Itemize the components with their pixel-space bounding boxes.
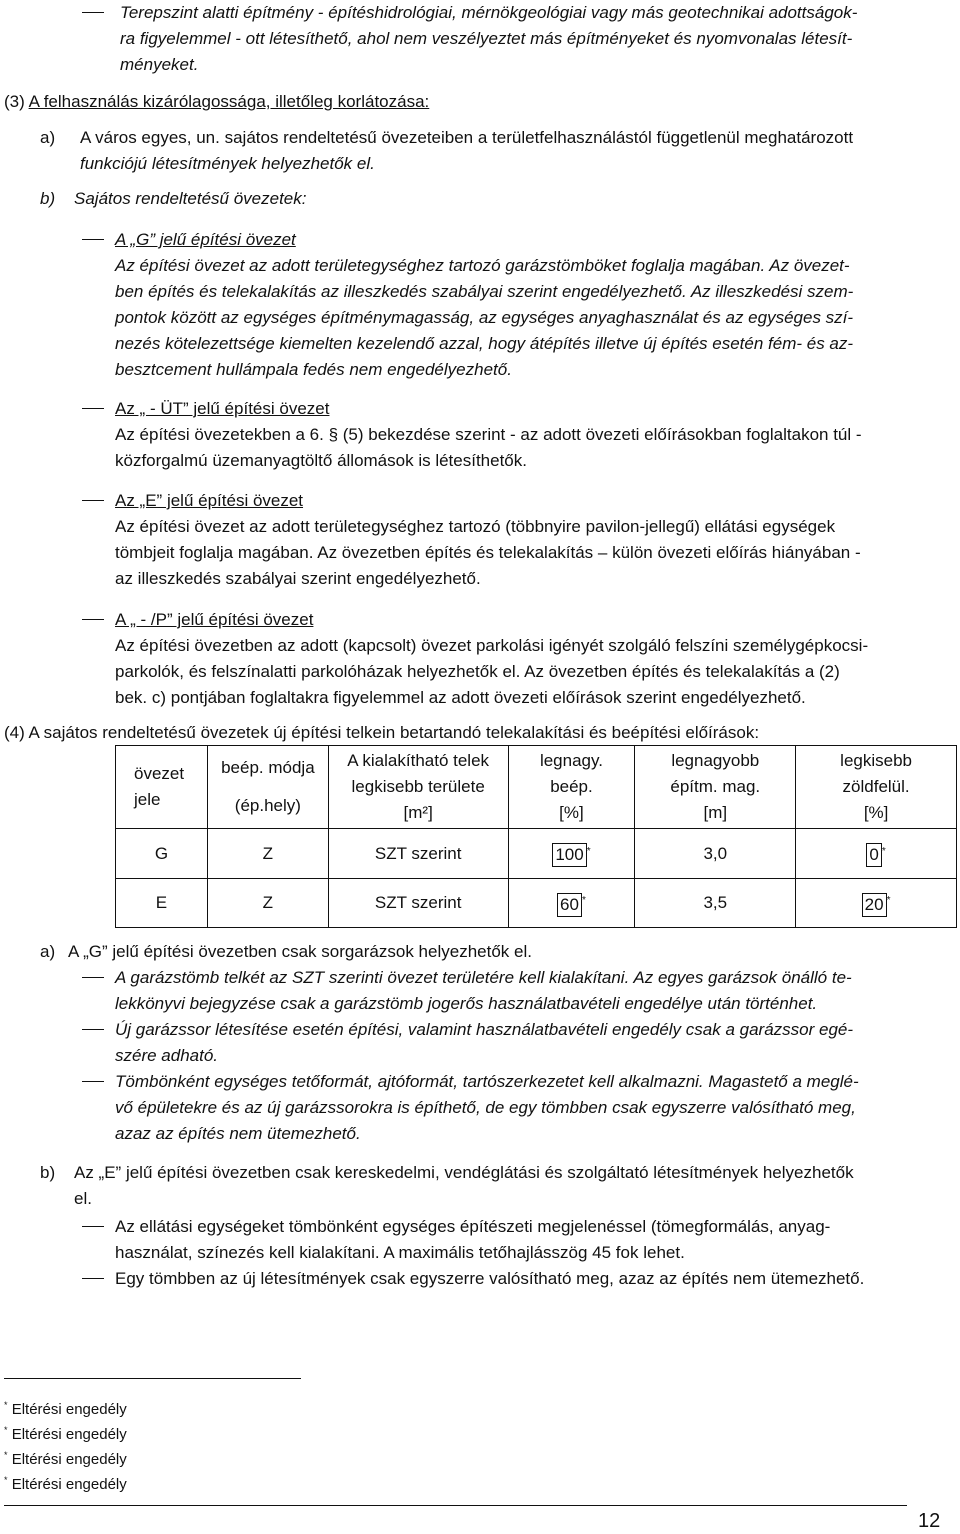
- zone-ut-block: [115, 396, 955, 474]
- cell-zone-value: E: [155, 893, 168, 912]
- cell-coverage: [508, 879, 635, 928]
- header-zone: [116, 746, 208, 829]
- star-marker: *: [4, 1450, 8, 1460]
- text-line: ményeket.: [120, 55, 199, 74]
- zone-p-block: [115, 607, 955, 711]
- text-line: közforgalmú üzemanyagtöltő állomások is létesíthetők.: [115, 451, 527, 470]
- text-line: azaz az építés nem ütemezhető.: [115, 1124, 361, 1143]
- header-line: jele: [134, 790, 161, 809]
- text-line: vő épületekre és az új garázssorokra is építhető, de egy tömbben csak egyszerre valósítható meg,: [115, 1098, 856, 1117]
- header-line: legkisebb területe: [351, 777, 485, 796]
- text-line: [80, 125, 940, 151]
- star-marker: *: [4, 1425, 8, 1435]
- cell-area: [328, 879, 508, 928]
- cell-height: [635, 879, 796, 928]
- text-line: Új garázssor létesítése esetén építési, valamint használatbavételi engedély csak a garázssor egé-: [115, 1020, 854, 1039]
- page-number: 12: [918, 1510, 941, 1532]
- section-3-heading: [4, 89, 429, 115]
- dash-marker: [82, 12, 104, 13]
- text-line: el.: [74, 1189, 92, 1208]
- text-line: Az építési övezetekben a 6. § (5) bekezdése szerint - az adott övezeti előírásokban foglaltakon túl -: [115, 425, 862, 444]
- footnote-text: Eltérési engedély: [11, 1451, 127, 1468]
- text-line: pontok között az egységes építménymagasság, az egységes anyaghasználat és az egységes szí-: [115, 308, 854, 327]
- header-line: beép. módja: [221, 758, 315, 777]
- text-line: használat, színezés kell kialakítani. A maximális tetőhajlásszög 45 fok lehet.: [115, 1243, 685, 1262]
- text-line: lekkönyvi bejegyzése csak a garázstömb jogerős használatbavételi engedélye után történhet.: [115, 994, 818, 1013]
- dash-marker: [82, 239, 104, 240]
- text-line: Az építési övezet az adott területegységhez tartozó (többnyire pavilon-jellegű) ellátási egységek: [115, 517, 836, 536]
- header-line: zöldfelül.: [842, 777, 910, 796]
- header-line: (ép.hely): [234, 796, 301, 815]
- footnote: [4, 1467, 127, 1498]
- table-row: [116, 879, 957, 928]
- note-a-item: [115, 1017, 945, 1069]
- text-line: parkolók, és felszínalatti parkolóházak helyezhetők el. Az övezetben építés és telekalakítás a (2): [115, 662, 840, 681]
- dash-marker: [82, 1029, 104, 1030]
- cell-height-value: 3,5: [703, 893, 728, 912]
- header-line: [m]: [703, 803, 728, 822]
- star-marker: *: [581, 895, 586, 907]
- text-line: nezés kötelezettsége kiemelten kezelendő azzal, hogy átépítés illetve új építés esetén fém- és az-: [115, 334, 854, 353]
- text-line: besztcement hullámpala fedés nem engedélyezhető.: [115, 360, 512, 379]
- item-b-text: Sajátos rendeltetésű övezetek:: [74, 189, 307, 208]
- note-a-item: [115, 965, 945, 1017]
- text-line: az illeszkedés szabályai szerint engedélyezhető.: [115, 569, 481, 588]
- footnote-text: Eltérési engedély: [11, 1426, 127, 1443]
- note-b-label: b): [40, 1163, 56, 1182]
- header-mode: [207, 746, 328, 829]
- text-line: szére adható.: [115, 1046, 219, 1065]
- cell-area: [328, 829, 508, 879]
- dash-marker: [82, 1226, 104, 1227]
- text-line: Tömbönként egységes tetőformát, ajtóformát, tartószerkezetet kell alkalmazni. Magastető a meglé-: [115, 1072, 859, 1091]
- header-area: [328, 746, 508, 829]
- header-line: beép.: [550, 777, 593, 796]
- item-label-b: b): [40, 189, 56, 208]
- text-line: Terepszint alatti építmény - építéshidrológiai, mérnökgeológiai vagy más geotechnikai adottságok-: [120, 3, 858, 22]
- header-line: építm. mag.: [670, 777, 761, 796]
- dash-marker: [82, 408, 104, 409]
- cell-area-value: SZT szerint: [374, 843, 462, 863]
- dash-marker: [82, 977, 104, 978]
- table-row: [116, 829, 957, 879]
- note-b-text: [74, 1160, 944, 1212]
- cell-area-value: SZT szerint: [374, 893, 462, 912]
- cell-green-value: 20: [862, 893, 887, 917]
- header-line: A kialakítható telek: [347, 751, 490, 770]
- intro-paragraph: [120, 0, 940, 78]
- cell-zone-value: G: [154, 843, 169, 863]
- header-line: legkisebb: [840, 751, 912, 770]
- dash-marker: [82, 1081, 104, 1082]
- section-title: A felhasználás kizárólagossága, illetőleg korlátozása:: [28, 92, 430, 111]
- header-line: legnagyobb: [671, 751, 760, 770]
- cell-green: [796, 829, 957, 879]
- cell-mode-value: Z: [262, 843, 274, 863]
- text-line: funkciójú létesítmények helyezhetők el.: [80, 154, 375, 173]
- cell-mode-value: Z: [262, 893, 274, 912]
- text-line: A garázstömb telkét az SZT szerinti övezet területére kell kialakítani. Az egyes garázsok önálló te-: [115, 968, 852, 987]
- cell-zone: [116, 829, 208, 879]
- text-line: bek. c) pontjában foglaltakra figyelemmel az adott övezeti előírások szerint engedélyezhető.: [115, 688, 806, 707]
- dash-marker: [82, 500, 104, 501]
- note-b-item: [115, 1266, 945, 1292]
- footnote-rule: [4, 1378, 301, 1379]
- star-marker: *: [4, 1475, 8, 1485]
- item-a-text: [80, 125, 940, 177]
- text-line: tömbjeit foglalja magában. Az övezetben építés és telekalakítás – külön övezeti előírás hiányában -: [115, 543, 861, 562]
- text-line: Az „E” jelű építési övezetben csak kereskedelmi, vendéglátási és szolgáltató létesítmények helyezhetők: [74, 1163, 854, 1182]
- cell-green-value: 0: [866, 843, 881, 867]
- note-a-item: [115, 1069, 945, 1147]
- star-marker: *: [4, 1400, 8, 1410]
- star-marker: *: [586, 845, 591, 857]
- zone-ut-title: Az „ - ÜT” jelű építési övezet: [115, 399, 330, 418]
- item-label-a: a): [40, 128, 56, 147]
- note-a-label: a): [40, 942, 56, 961]
- cell-mode: [207, 879, 328, 928]
- cell-height: [635, 829, 796, 879]
- note-a-title: A „G” jelű építési övezetben csak sorgarázsok helyezhetők el.: [68, 942, 532, 961]
- table-header-row: [116, 746, 957, 829]
- section-4-heading: (4) A sajátos rendeltetésű övezetek új építési telkein betartandó telekalakítási és beépítési előírások:: [4, 723, 760, 742]
- zone-g-block: [115, 227, 945, 383]
- text-line: ben építés és telekalakítás az illeszkedés szabályai szerint engedélyezhető. Az illeszkedési szem-: [115, 282, 854, 301]
- page-bottom-rule: [4, 1505, 907, 1506]
- header-line: övezet: [134, 764, 185, 783]
- text-line: ra figyelemmel - ott létesíthető, ahol nem veszélyeztet más építményeket és nyomvonalas létesít-: [120, 29, 853, 48]
- cell-coverage-value: 60: [557, 893, 582, 917]
- star-marker: *: [886, 895, 891, 907]
- zone-e-block: [115, 488, 955, 592]
- zone-g-title: A „G” jelű építési övezet: [115, 230, 296, 249]
- section-number: (3): [4, 92, 25, 111]
- text-line: Az építési övezetben az adott (kapcsolt) övezet parkolási igényét szolgáló felszíni személygépkocsi-: [115, 636, 869, 655]
- text-line: A város egyes, un. sajátos rendeltetésű övezeteiben a területfelhasználástól függetlenül meghatározott: [80, 128, 854, 147]
- zone-e-title: Az „E” jelű építési övezet: [115, 491, 304, 510]
- star-marker: *: [881, 845, 886, 857]
- requirements-table: [115, 745, 957, 928]
- header-line: legnagy.: [539, 751, 603, 770]
- header-line: [m²]: [403, 803, 433, 822]
- zone-p-title: A „ - /P” jelű építési övezet: [115, 610, 314, 629]
- text-line: Egy tömbben az új létesítmények csak egyszerre valósítható meg, azaz az építés nem ütemezhető.: [115, 1269, 865, 1288]
- header-line: [%]: [863, 803, 889, 822]
- cell-coverage: [508, 829, 635, 879]
- cell-mode: [207, 829, 328, 879]
- dash-marker: [82, 619, 104, 620]
- cell-green: [796, 879, 957, 928]
- note-b-item: [115, 1214, 945, 1266]
- text-line: Az építési övezet az adott területegységhez tartozó garázstömböket foglalja magában. Az övezet-: [115, 256, 850, 275]
- text-line: Az ellátási egységeket tömbönként egységes építészeti megjelenéssel (tömegformálás, anyag-: [115, 1217, 831, 1236]
- header-coverage: [508, 746, 635, 829]
- dash-marker: [82, 1278, 104, 1279]
- footnote-text: Eltérési engedély: [11, 1401, 127, 1418]
- header-height: [635, 746, 796, 829]
- cell-height-value: 3,0: [703, 843, 728, 863]
- cell-coverage-value: 100: [552, 843, 586, 867]
- header-green: [796, 746, 957, 829]
- cell-zone: [116, 879, 208, 928]
- footnote-text: Eltérési engedély: [11, 1476, 127, 1493]
- header-line: [%]: [559, 803, 584, 822]
